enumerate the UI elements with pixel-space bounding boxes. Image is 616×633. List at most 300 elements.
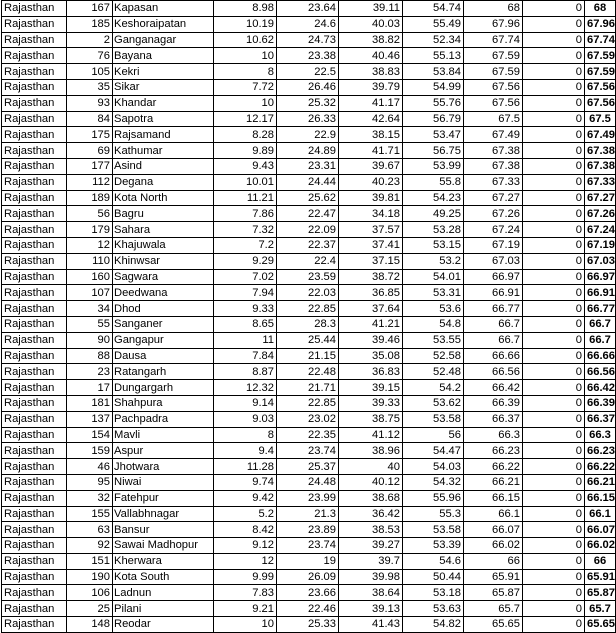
zero-cell: 0 <box>523 332 585 348</box>
value-cell-3: 39.98 <box>339 569 403 585</box>
value-cell-2: 23.59 <box>277 269 339 285</box>
value-cell-1: 7.02 <box>214 269 277 285</box>
zero-cell: 0 <box>523 301 585 317</box>
zero-cell: 0 <box>523 522 585 538</box>
table-row <box>2 569 616 585</box>
zero-cell: 0 <box>523 443 585 459</box>
constituency-id-cell: 69 <box>67 143 113 159</box>
total-cell: 66.37 <box>585 411 616 427</box>
value-cell-4: 54.03 <box>403 459 464 475</box>
value-cell-3: 41.17 <box>339 95 403 111</box>
value-cell-5: 67.49 <box>464 127 523 143</box>
zero-cell: 0 <box>523 427 585 443</box>
value-cell-4: 53.58 <box>403 522 464 538</box>
value-cell-2: 22.4 <box>277 253 339 269</box>
state-cell: Rajasthan <box>2 617 67 633</box>
constituency-id-cell: 189 <box>67 190 113 206</box>
zero-cell: 0 <box>523 158 585 174</box>
value-cell-1: 9.43 <box>214 158 277 174</box>
value-cell-4: 55.3 <box>403 506 464 522</box>
value-cell-1: 9.42 <box>214 490 277 506</box>
value-cell-3: 39.27 <box>339 538 403 554</box>
constituency-id-cell: 90 <box>67 332 113 348</box>
state-cell: Rajasthan <box>2 395 67 411</box>
constituency-name-cell: Jhotwara <box>113 459 214 475</box>
value-cell-1: 8.28 <box>214 127 277 143</box>
value-cell-4: 56 <box>403 427 464 443</box>
value-cell-1: 9.14 <box>214 395 277 411</box>
constituency-id-cell: 110 <box>67 253 113 269</box>
total-cell: 67.03 <box>585 253 616 269</box>
total-cell: 66.7 <box>585 316 616 332</box>
value-cell-5: 66.02 <box>464 538 523 554</box>
total-cell: 66.91 <box>585 285 616 301</box>
value-cell-3: 35.08 <box>339 348 403 364</box>
constituency-id-cell: 105 <box>67 64 113 80</box>
value-cell-1: 8 <box>214 427 277 443</box>
constituency-id-cell: 151 <box>67 553 113 569</box>
table-row <box>2 253 616 269</box>
total-cell: 67.38 <box>585 158 616 174</box>
zero-cell: 0 <box>523 585 585 601</box>
total-cell: 65.65 <box>585 617 616 633</box>
table-row <box>2 64 616 80</box>
value-cell-4: 54.32 <box>403 474 464 490</box>
value-cell-4: 55.49 <box>403 16 464 32</box>
state-cell: Rajasthan <box>2 490 67 506</box>
value-cell-5: 66.66 <box>464 348 523 364</box>
value-cell-3: 40.23 <box>339 174 403 190</box>
value-cell-5: 66.1 <box>464 506 523 522</box>
value-cell-2: 22.9 <box>277 127 339 143</box>
zero-cell: 0 <box>523 206 585 222</box>
value-cell-1: 10 <box>214 617 277 633</box>
value-cell-1: 9.74 <box>214 474 277 490</box>
total-cell: 66.97 <box>585 269 616 285</box>
value-cell-4: 53.2 <box>403 253 464 269</box>
value-cell-3: 38.72 <box>339 269 403 285</box>
constituency-name-cell: Asind <box>113 158 214 174</box>
state-cell: Rajasthan <box>2 158 67 174</box>
value-cell-1: 8.42 <box>214 522 277 538</box>
value-cell-5: 68 <box>464 1 523 17</box>
value-cell-1: 9.29 <box>214 253 277 269</box>
table-row <box>2 601 616 617</box>
state-cell: Rajasthan <box>2 364 67 380</box>
value-cell-3: 37.41 <box>339 237 403 253</box>
value-cell-1: 11 <box>214 332 277 348</box>
constituency-id-cell: 55 <box>67 316 113 332</box>
constituency-id-cell: 155 <box>67 506 113 522</box>
value-cell-4: 54.74 <box>403 1 464 17</box>
state-cell: Rajasthan <box>2 380 67 396</box>
value-cell-2: 23.64 <box>277 1 339 17</box>
total-cell: 67.24 <box>585 222 616 238</box>
total-cell: 66.02 <box>585 538 616 554</box>
value-cell-2: 26.46 <box>277 79 339 95</box>
constituency-id-cell: 160 <box>67 269 113 285</box>
value-cell-5: 66.23 <box>464 443 523 459</box>
value-cell-3: 38.15 <box>339 127 403 143</box>
constituency-id-cell: 12 <box>67 237 113 253</box>
constituency-name-cell: Dungargarh <box>113 380 214 396</box>
value-cell-1: 8 <box>214 64 277 80</box>
state-cell: Rajasthan <box>2 48 67 64</box>
value-cell-1: 9.33 <box>214 301 277 317</box>
value-cell-5: 66.07 <box>464 522 523 538</box>
constituency-name-cell: Sahara <box>113 222 214 238</box>
value-cell-3: 36.85 <box>339 285 403 301</box>
state-cell: Rajasthan <box>2 522 67 538</box>
zero-cell: 0 <box>523 48 585 64</box>
state-cell: Rajasthan <box>2 474 67 490</box>
value-cell-2: 23.38 <box>277 48 339 64</box>
value-cell-5: 66.77 <box>464 301 523 317</box>
value-cell-3: 39.11 <box>339 1 403 17</box>
value-cell-1: 7.72 <box>214 79 277 95</box>
state-cell: Rajasthan <box>2 174 67 190</box>
value-cell-5: 67.33 <box>464 174 523 190</box>
zero-cell: 0 <box>523 601 585 617</box>
value-cell-3: 38.75 <box>339 411 403 427</box>
constituency-name-cell: Kapasan <box>113 1 214 17</box>
constituency-name-cell: Gangapur <box>113 332 214 348</box>
value-cell-1: 7.2 <box>214 237 277 253</box>
value-cell-1: 10.62 <box>214 32 277 48</box>
constituency-name-cell: Pilani <box>113 601 214 617</box>
total-cell: 66.21 <box>585 474 616 490</box>
zero-cell: 0 <box>523 95 585 111</box>
value-cell-4: 55.13 <box>403 48 464 64</box>
value-cell-4: 53.58 <box>403 411 464 427</box>
value-cell-2: 26.09 <box>277 569 339 585</box>
value-cell-4: 53.28 <box>403 222 464 238</box>
value-cell-3: 36.42 <box>339 506 403 522</box>
zero-cell: 0 <box>523 395 585 411</box>
value-cell-5: 66.97 <box>464 269 523 285</box>
constituency-name-cell: Bagru <box>113 206 214 222</box>
constituency-id-cell: 34 <box>67 301 113 317</box>
value-cell-5: 65.91 <box>464 569 523 585</box>
value-cell-2: 26.33 <box>277 111 339 127</box>
total-cell: 67.26 <box>585 206 616 222</box>
value-cell-1: 7.84 <box>214 348 277 364</box>
table-row <box>2 32 616 48</box>
value-cell-3: 39.46 <box>339 332 403 348</box>
table-row <box>2 332 616 348</box>
value-cell-5: 66.39 <box>464 395 523 411</box>
constituency-name-cell: Khinwsar <box>113 253 214 269</box>
total-cell: 66.07 <box>585 522 616 538</box>
table-row <box>2 316 616 332</box>
zero-cell: 0 <box>523 316 585 332</box>
value-cell-2: 24.6 <box>277 16 339 32</box>
value-cell-5: 67.74 <box>464 32 523 48</box>
constituency-name-cell: Kathumar <box>113 143 214 159</box>
value-cell-4: 56.75 <box>403 143 464 159</box>
total-cell: 67.33 <box>585 174 616 190</box>
constituency-id-cell: 76 <box>67 48 113 64</box>
value-cell-5: 65.7 <box>464 601 523 617</box>
total-cell: 66.42 <box>585 380 616 396</box>
value-cell-3: 40 <box>339 459 403 475</box>
zero-cell: 0 <box>523 1 585 17</box>
constituency-id-cell: 137 <box>67 411 113 427</box>
value-cell-3: 39.79 <box>339 79 403 95</box>
table-row <box>2 538 616 554</box>
total-cell: 67.38 <box>585 143 616 159</box>
total-cell: 67.5 <box>585 111 616 127</box>
value-cell-3: 40.03 <box>339 16 403 32</box>
constituency-name-cell: Pachpadra <box>113 411 214 427</box>
value-cell-3: 39.81 <box>339 190 403 206</box>
state-cell: Rajasthan <box>2 427 67 443</box>
value-cell-3: 36.83 <box>339 364 403 380</box>
zero-cell: 0 <box>523 617 585 633</box>
constituency-name-cell: Khandar <box>113 95 214 111</box>
value-cell-5: 66.21 <box>464 474 523 490</box>
table-row <box>2 111 616 127</box>
zero-cell: 0 <box>523 253 585 269</box>
value-cell-3: 39.33 <box>339 395 403 411</box>
value-cell-3: 34.18 <box>339 206 403 222</box>
total-cell: 66.1 <box>585 506 616 522</box>
zero-cell: 0 <box>523 569 585 585</box>
value-cell-2: 25.44 <box>277 332 339 348</box>
constituency-name-cell: Reodar <box>113 617 214 633</box>
value-cell-1: 7.94 <box>214 285 277 301</box>
value-cell-2: 23.02 <box>277 411 339 427</box>
value-cell-5: 67.96 <box>464 16 523 32</box>
table-row <box>2 158 616 174</box>
constituency-name-cell: Keshoraipatan <box>113 16 214 32</box>
constituency-name-cell: Degana <box>113 174 214 190</box>
zero-cell: 0 <box>523 380 585 396</box>
state-cell: Rajasthan <box>2 459 67 475</box>
value-cell-2: 22.03 <box>277 285 339 301</box>
value-cell-1: 12 <box>214 553 277 569</box>
zero-cell: 0 <box>523 411 585 427</box>
constituency-name-cell: Dausa <box>113 348 214 364</box>
value-cell-3: 41.71 <box>339 143 403 159</box>
total-cell: 68 <box>585 1 616 17</box>
value-cell-4: 53.63 <box>403 601 464 617</box>
state-cell: Rajasthan <box>2 111 67 127</box>
table-row <box>2 443 616 459</box>
constituency-id-cell: 107 <box>67 285 113 301</box>
value-cell-1: 9.99 <box>214 569 277 585</box>
zero-cell: 0 <box>523 490 585 506</box>
constituency-name-cell: Fatehpur <box>113 490 214 506</box>
value-cell-2: 25.62 <box>277 190 339 206</box>
value-cell-3: 41.43 <box>339 617 403 633</box>
table-row <box>2 395 616 411</box>
constituency-id-cell: 23 <box>67 364 113 380</box>
value-cell-5: 67.19 <box>464 237 523 253</box>
constituency-name-cell: Shahpura <box>113 395 214 411</box>
state-cell: Rajasthan <box>2 506 67 522</box>
constituency-id-cell: 179 <box>67 222 113 238</box>
constituency-table <box>1 0 616 633</box>
total-cell: 66.39 <box>585 395 616 411</box>
value-cell-3: 38.83 <box>339 64 403 80</box>
value-cell-4: 54.23 <box>403 190 464 206</box>
constituency-id-cell: 25 <box>67 601 113 617</box>
value-cell-4: 53.55 <box>403 332 464 348</box>
constituency-name-cell: Rajsamand <box>113 127 214 143</box>
table-row <box>2 301 616 317</box>
value-cell-3: 41.12 <box>339 427 403 443</box>
state-cell: Rajasthan <box>2 127 67 143</box>
constituency-id-cell: 46 <box>67 459 113 475</box>
constituency-id-cell: 185 <box>67 16 113 32</box>
value-cell-4: 53.84 <box>403 64 464 80</box>
value-cell-4: 52.58 <box>403 348 464 364</box>
value-cell-4: 49.25 <box>403 206 464 222</box>
constituency-name-cell: Bansur <box>113 522 214 538</box>
constituency-id-cell: 181 <box>67 395 113 411</box>
constituency-id-cell: 190 <box>67 569 113 585</box>
value-cell-2: 23.66 <box>277 585 339 601</box>
constituency-id-cell: 35 <box>67 79 113 95</box>
constituency-id-cell: 95 <box>67 474 113 490</box>
value-cell-4: 54.8 <box>403 316 464 332</box>
state-cell: Rajasthan <box>2 601 67 617</box>
zero-cell: 0 <box>523 553 585 569</box>
constituency-id-cell: 17 <box>67 380 113 396</box>
constituency-name-cell: Deedwana <box>113 285 214 301</box>
value-cell-4: 54.82 <box>403 617 464 633</box>
constituency-name-cell: Ganganagar <box>113 32 214 48</box>
total-cell: 66.23 <box>585 443 616 459</box>
table-row <box>2 127 616 143</box>
value-cell-5: 67.27 <box>464 190 523 206</box>
constituency-name-cell: Sikar <box>113 79 214 95</box>
zero-cell: 0 <box>523 127 585 143</box>
zero-cell: 0 <box>523 16 585 32</box>
table-row <box>2 174 616 190</box>
value-cell-2: 22.5 <box>277 64 339 80</box>
value-cell-3: 40.12 <box>339 474 403 490</box>
zero-cell: 0 <box>523 269 585 285</box>
table-row <box>2 411 616 427</box>
value-cell-1: 10 <box>214 95 277 111</box>
constituency-name-cell: Ratangarh <box>113 364 214 380</box>
zero-cell: 0 <box>523 190 585 206</box>
zero-cell: 0 <box>523 64 585 80</box>
table-body <box>2 1 616 633</box>
table-row <box>2 490 616 506</box>
value-cell-4: 53.6 <box>403 301 464 317</box>
constituency-name-cell: Kekri <box>113 64 214 80</box>
zero-cell: 0 <box>523 32 585 48</box>
state-cell: Rajasthan <box>2 32 67 48</box>
state-cell: Rajasthan <box>2 569 67 585</box>
value-cell-2: 23.31 <box>277 158 339 174</box>
table-row <box>2 506 616 522</box>
value-cell-2: 25.32 <box>277 95 339 111</box>
value-cell-5: 66.37 <box>464 411 523 427</box>
value-cell-4: 53.62 <box>403 395 464 411</box>
value-cell-4: 52.48 <box>403 364 464 380</box>
table-row <box>2 427 616 443</box>
value-cell-5: 67.5 <box>464 111 523 127</box>
value-cell-5: 67.56 <box>464 79 523 95</box>
value-cell-5: 67.59 <box>464 64 523 80</box>
value-cell-4: 52.34 <box>403 32 464 48</box>
total-cell: 67.59 <box>585 64 616 80</box>
value-cell-1: 10 <box>214 48 277 64</box>
table-row <box>2 522 616 538</box>
total-cell: 66.3 <box>585 427 616 443</box>
state-cell: Rajasthan <box>2 190 67 206</box>
table-row <box>2 364 616 380</box>
value-cell-5: 66.7 <box>464 332 523 348</box>
state-cell: Rajasthan <box>2 143 67 159</box>
value-cell-2: 19 <box>277 553 339 569</box>
value-cell-1: 7.83 <box>214 585 277 601</box>
constituency-name-cell: Khajuwala <box>113 237 214 253</box>
zero-cell: 0 <box>523 348 585 364</box>
value-cell-2: 24.48 <box>277 474 339 490</box>
table-row <box>2 237 616 253</box>
total-cell: 66.66 <box>585 348 616 364</box>
constituency-id-cell: 84 <box>67 111 113 127</box>
zero-cell: 0 <box>523 111 585 127</box>
total-cell: 67.74 <box>585 32 616 48</box>
value-cell-4: 54.47 <box>403 443 464 459</box>
value-cell-5: 67.59 <box>464 48 523 64</box>
table-row <box>2 459 616 475</box>
total-cell: 66.7 <box>585 332 616 348</box>
value-cell-5: 65.87 <box>464 585 523 601</box>
total-cell: 67.49 <box>585 127 616 143</box>
total-cell: 66.22 <box>585 459 616 475</box>
state-cell: Rajasthan <box>2 64 67 80</box>
table-row <box>2 617 616 633</box>
value-cell-3: 39.15 <box>339 380 403 396</box>
constituency-id-cell: 93 <box>67 95 113 111</box>
table-row <box>2 95 616 111</box>
value-cell-3: 37.64 <box>339 301 403 317</box>
value-cell-2: 21.71 <box>277 380 339 396</box>
value-cell-1: 5.2 <box>214 506 277 522</box>
value-cell-5: 67.26 <box>464 206 523 222</box>
constituency-id-cell: 112 <box>67 174 113 190</box>
value-cell-1: 11.28 <box>214 459 277 475</box>
value-cell-2: 22.48 <box>277 364 339 380</box>
constituency-id-cell: 159 <box>67 443 113 459</box>
value-cell-1: 9.12 <box>214 538 277 554</box>
total-cell: 67.56 <box>585 95 616 111</box>
value-cell-5: 66.15 <box>464 490 523 506</box>
value-cell-5: 67.56 <box>464 95 523 111</box>
value-cell-5: 66.22 <box>464 459 523 475</box>
value-cell-1: 7.86 <box>214 206 277 222</box>
value-cell-4: 53.15 <box>403 237 464 253</box>
value-cell-1: 9.03 <box>214 411 277 427</box>
value-cell-2: 23.74 <box>277 443 339 459</box>
value-cell-3: 38.53 <box>339 522 403 538</box>
value-cell-3: 39.13 <box>339 601 403 617</box>
value-cell-2: 22.47 <box>277 206 339 222</box>
table-row <box>2 1 616 17</box>
value-cell-1: 8.98 <box>214 1 277 17</box>
value-cell-2: 24.73 <box>277 32 339 48</box>
value-cell-2: 24.44 <box>277 174 339 190</box>
zero-cell: 0 <box>523 474 585 490</box>
total-cell: 67.19 <box>585 237 616 253</box>
